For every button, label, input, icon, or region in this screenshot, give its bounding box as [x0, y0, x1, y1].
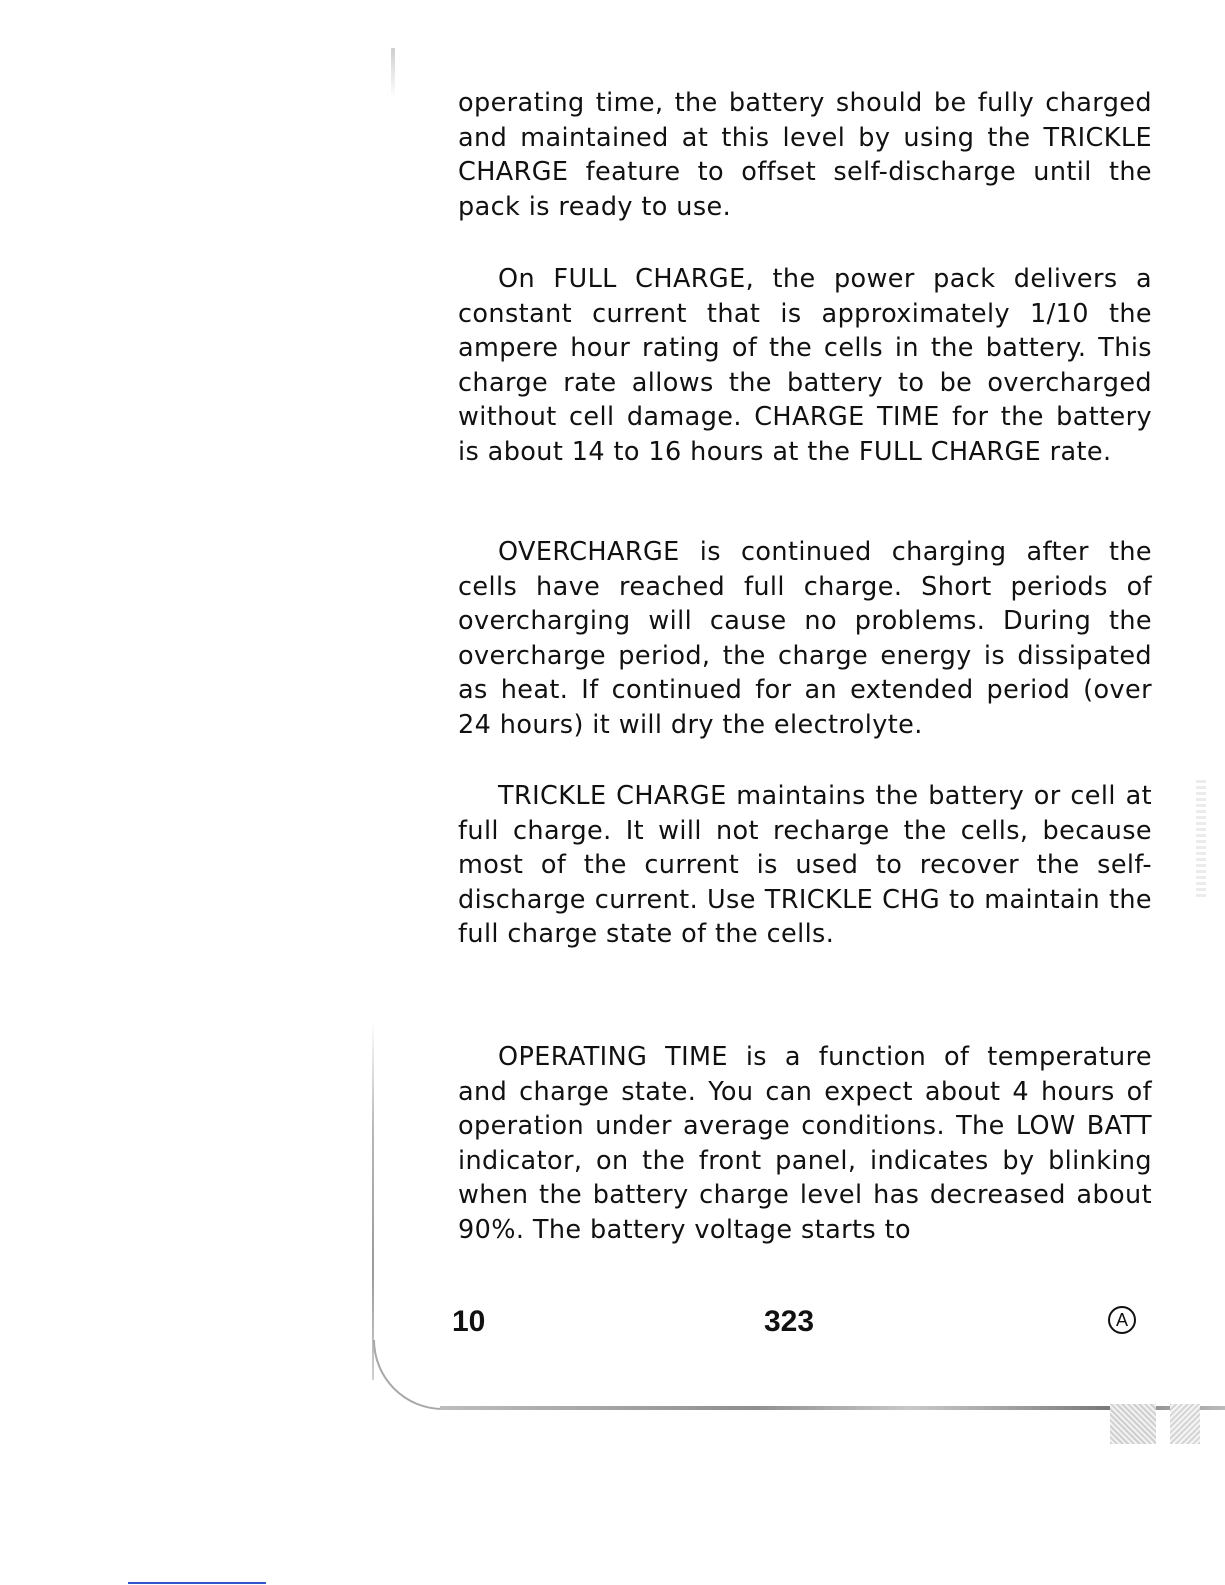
paragraph-overcharge: OVERCHARGE is continued charging after the cells have reached full charge. Short periods of overcharging will cause no problems. During the overcharge period, the charge energy is dissipated as heat. If continued for an extended period (over 24 hours) it will dry the electrolyte. [458, 537, 1152, 740]
paragraph-full-charge: On FULL CHARGE, the power pack delivers a constant current that is approximately 1/10 the ampere hour rating of the cells in the battery. This charge rate allows the battery to be overcharged without cell damage. CHARGE TIME for the battery is about 14 to 16 hours at the FULL CHARGE rate. [458, 264, 1152, 467]
scan-artifact [1196, 780, 1206, 900]
page-number: 10 [452, 1305, 486, 1338]
blue-underline-artifact [128, 1582, 266, 1584]
document-number: 323 [764, 1305, 815, 1338]
page-edge-shadow [440, 1406, 1225, 1410]
scan-artifact [1110, 1404, 1156, 1444]
revision-mark: A [1108, 1306, 1136, 1334]
paragraph-operating-time: OPERATING TIME is a function of temperature and charge state. You can expect about 4 hours of operation under average conditions. The LOW BATT indicator, on the front panel, indicates by blinking when the battery charge level has decreased about 90%. The battery voltage starts to [458, 1042, 1152, 1245]
paragraph-continuation: operating time, the battery should be fully charged and maintained at this level by using the TRICKLE CHARGE feature to offset self-discharge until the pack is ready to use. [458, 88, 1152, 222]
page-edge-shadow [373, 1340, 455, 1410]
scan-artifact [1170, 1404, 1200, 1444]
page-edge-shadow [372, 1020, 374, 1380]
paragraph-trickle-charge: TRICKLE CHARGE maintains the battery or cell at full charge. It will not recharge the cells, because most of the current is used to recover the self-discharge current. Use TRICKLE CHG to maintain the full charge state of the cells. [458, 781, 1152, 949]
scan-artifact [391, 48, 395, 98]
